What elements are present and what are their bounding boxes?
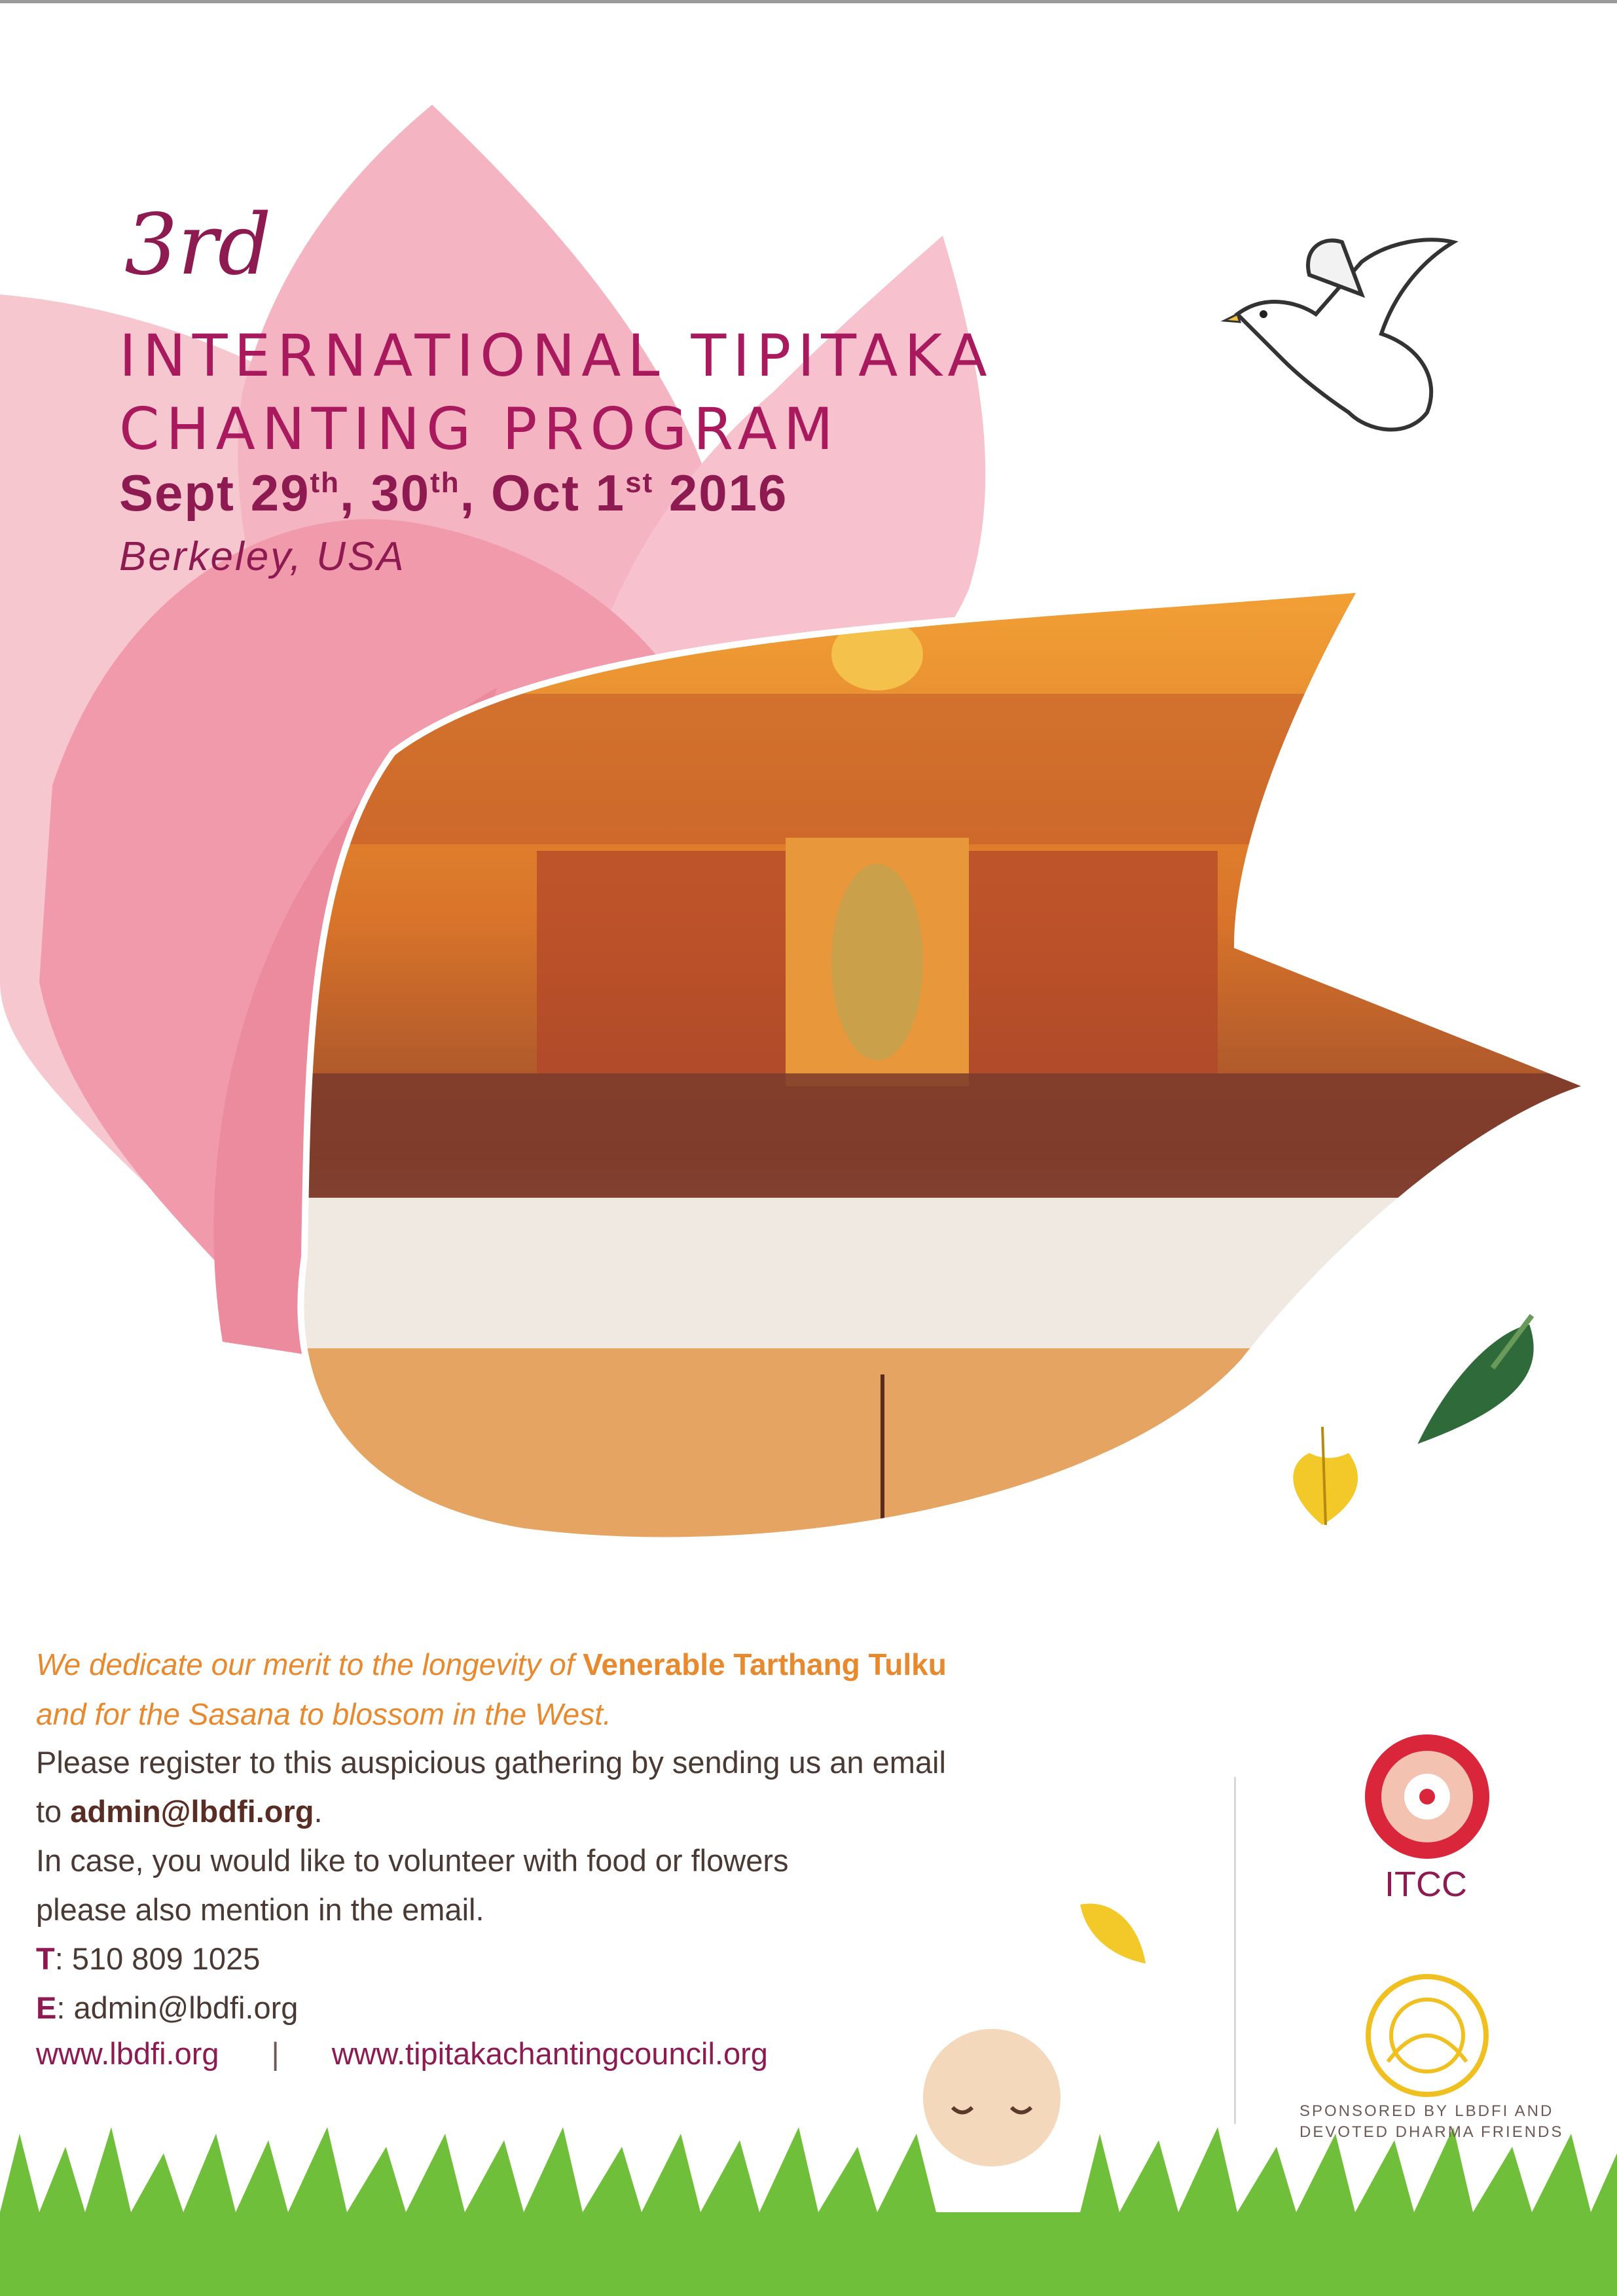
- program-title: [119, 319, 994, 466]
- date-part-d: 2016: [653, 464, 788, 522]
- date-sup-b: th: [430, 467, 460, 499]
- date-part-c: , Oct 1: [460, 464, 626, 522]
- tipitaka-council-website-link[interactable]: www.tipitakachantingcouncil.org: [331, 2036, 768, 2071]
- volunteer-line-2: please also mention in the email.: [36, 1892, 484, 1927]
- lbdfi-website-link[interactable]: www.lbdfi.org: [36, 2036, 219, 2071]
- date-sup-a: th: [310, 467, 340, 499]
- bodhi-leaf-yellow-icon: [1293, 1427, 1358, 1525]
- group-photo: [288, 576, 1604, 1545]
- volunteer-line-1: In case, you would like to volunteer with food or flowers: [36, 1843, 789, 1878]
- phone-value[interactable]: : 510 809 1025: [54, 1941, 261, 1976]
- link-separator: |: [271, 2036, 280, 2071]
- date-part-a: Sept 29: [119, 464, 310, 522]
- title-line-2: CHANTING PROGRAM: [119, 395, 840, 463]
- register-line-2-pre: to: [36, 1794, 71, 1829]
- registration-info: [36, 1738, 946, 2032]
- dedication-line-2: and for the Sasana to blossom in the West.: [36, 1697, 611, 1731]
- register-line-1: Please register to this auspicious gathering by sending us an email: [36, 1745, 946, 1780]
- event-dates: [119, 463, 788, 523]
- vertical-divider: [1234, 1777, 1236, 2124]
- dedication-text: [36, 1640, 947, 1739]
- sponsor-text: [1299, 2101, 1563, 2143]
- register-email-link[interactable]: admin@lbdfi.org: [70, 1794, 314, 1829]
- title-line-1: INTERNATIONAL TIPITAKA: [119, 322, 994, 389]
- grass-border: [0, 2127, 1617, 2296]
- dedication-line-1: We dedicate our merit to the longevity of: [36, 1647, 583, 1681]
- bodhi-leaf-green-icon: [1400, 1316, 1547, 1444]
- email-value[interactable]: : admin@lbdfi.org: [56, 1990, 299, 2025]
- dove-icon: [1224, 240, 1453, 429]
- date-sup-c: st: [625, 467, 654, 499]
- event-location: Berkeley, USA: [119, 534, 406, 579]
- phone-label: T: [36, 1941, 55, 1976]
- sponsor-line-1: SPONSORED BY LBDFI AND: [1299, 2102, 1554, 2120]
- email-label: E: [36, 1990, 57, 2025]
- lbdfi-logo-icon: [1368, 1977, 1486, 2094]
- edition-ordinal: 3rd: [124, 196, 272, 294]
- sponsor-line-2: DEVOTED DHARMA FRIENDS: [1299, 2123, 1564, 2141]
- register-line-2-post: .: [314, 1794, 323, 1829]
- itcc-label: ITCC: [1385, 1865, 1467, 1904]
- dedication-name: Venerable Tarthang Tulku: [583, 1647, 947, 1681]
- date-part-b: , 30: [340, 464, 431, 522]
- itcc-logo-icon: [1365, 1734, 1489, 1859]
- bodhi-leaf-small-icon: [1080, 1903, 1146, 1964]
- website-links: [36, 2036, 768, 2072]
